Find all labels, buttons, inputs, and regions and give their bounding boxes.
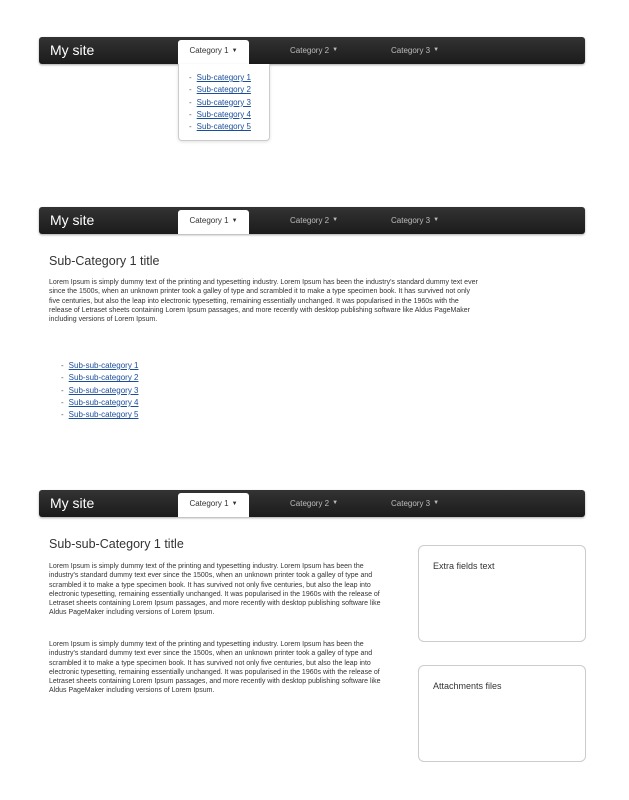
navbar-panel-2 xyxy=(39,207,585,234)
nav-item-label: Category 2 xyxy=(290,216,330,225)
list-item: - Sub-sub-category 2 xyxy=(61,373,139,383)
caret-down-icon: ▼ xyxy=(332,500,339,507)
page-title: Sub-Category 1 title xyxy=(49,254,160,268)
list-item: - Sub-sub-category 5 xyxy=(61,410,139,420)
dropdown-item: - Sub-category 1 xyxy=(189,73,251,82)
nav-item-label: Category 1 xyxy=(189,499,229,509)
dropdown-item: - Sub-category 3 xyxy=(189,97,251,107)
navbar-panel-1 xyxy=(39,37,585,64)
site-brand[interactable]: My site xyxy=(50,42,95,58)
dropdown-item: - Sub-category 4 xyxy=(189,109,251,119)
list-item: - Sub-sub-category 1 xyxy=(61,361,139,370)
body-text-paragraph-1: Lorem Ipsum is simply dummy text of the printing and typesetting industry. Lorem Ipsum has been the industry's standard dummy text ever since the 1500s, when an unknown printer took a galley of type and scrambled it to make a type specimen book. It has survived not only five centuries, but also the leap into electronic typesetting, remaining essentially unchanged. It was popularised in the 1960s with the release of Letraset sheets containing Lorem Ipsum passages, and more recently with desktop publishing software like Aldus PageMaker including versions of Lorem Ipsum. xyxy=(49,563,381,617)
caret-down-icon: ▼ xyxy=(433,217,440,224)
sub-sub-category-link[interactable]: Sub-sub-category 4 xyxy=(68,397,139,407)
extra-fields-box xyxy=(418,545,586,642)
caret-down-icon: ▼ xyxy=(231,48,238,54)
sub-sub-category-link[interactable]: Sub-sub-category 5 xyxy=(68,410,139,420)
category-dropdown-menu xyxy=(178,64,270,141)
dropdown-item: - Sub-category 5 xyxy=(189,122,251,132)
caret-down-icon: ▼ xyxy=(332,47,339,54)
sub-sub-category-list xyxy=(61,360,139,421)
extra-fields-title: Extra fields text xyxy=(433,561,495,571)
nav-item-label: Category 3 xyxy=(391,216,431,225)
body-text: Lorem Ipsum is simply dummy text of the printing and typesetting industry. Lorem Ipsum has been the industry's standard dummy text ever since the 1500s, when an unknown printer took a galley of type and scrambled it to make a type specimen book. It has survived not only five centuries, but also the leap into electronic typesetting, remaining essentially unchanged. It was popularised in the 1960s with the release of Letraset sheets containing Lorem Ipsum passages, and more recently with desktop publishing software like Aldus PageMaker including versions of Lorem Ipsum. xyxy=(49,279,478,324)
site-brand[interactable]: My site xyxy=(50,212,95,228)
body-text-paragraph-2: Lorem Ipsum is simply dummy text of the printing and typesetting industry. Lorem Ipsum has been the industry's standard dummy text ever since the 1500s, when an unknown printer took a galley of type and scrambled it to make a type specimen book. It has survived not only five centuries, but also the leap into electronic typesetting, remaining essentially unchanged. It was popularised in the 1960s with the release of Letraset sheets containing Lorem Ipsum passages, and more recently with desktop publishing software like Aldus PageMaker including versions of Lorem Ipsum. xyxy=(49,641,381,695)
subcategory-link[interactable]: Sub-category 2 xyxy=(196,85,251,95)
nav-item-label: Category 2 xyxy=(290,46,330,55)
list-item: - Sub-sub-category 4 xyxy=(61,397,139,407)
caret-down-icon: ▼ xyxy=(231,218,238,224)
nav-item-category-1[interactable] xyxy=(178,493,249,517)
site-brand[interactable]: My site xyxy=(50,495,95,511)
nav-item-category-3[interactable] xyxy=(391,490,439,517)
nav-item-category-2[interactable] xyxy=(290,207,338,234)
attachments-box xyxy=(418,665,586,762)
nav-item-category-3[interactable] xyxy=(391,207,439,234)
nav-item-category-3[interactable] xyxy=(391,37,439,64)
attachments-title: Attachments files xyxy=(433,681,502,691)
nav-item-category-1[interactable] xyxy=(178,40,249,64)
sub-sub-category-link[interactable]: Sub-sub-category 2 xyxy=(68,373,139,383)
sub-sub-category-link[interactable]: Sub-sub-category 3 xyxy=(68,385,139,395)
subcategory-link[interactable]: Sub-category 4 xyxy=(196,109,251,119)
caret-down-icon: ▼ xyxy=(231,501,238,507)
nav-item-label: Category 3 xyxy=(391,499,431,508)
nav-item-category-2[interactable] xyxy=(290,490,338,517)
caret-down-icon: ▼ xyxy=(433,47,440,54)
sub-sub-category-link[interactable]: Sub-sub-category 1 xyxy=(68,361,139,370)
caret-down-icon: ▼ xyxy=(433,500,440,507)
list-item: - Sub-sub-category 3 xyxy=(61,385,139,395)
nav-item-category-1[interactable] xyxy=(178,210,249,234)
nav-item-label: Category 1 xyxy=(189,46,229,56)
subcategory-link[interactable]: Sub-category 1 xyxy=(196,73,251,82)
page-title: Sub-sub-Category 1 title xyxy=(49,537,184,551)
nav-item-category-2[interactable] xyxy=(290,37,338,64)
subcategory-link[interactable]: Sub-category 5 xyxy=(196,122,251,132)
caret-down-icon: ▼ xyxy=(332,217,339,224)
nav-item-label: Category 3 xyxy=(391,46,431,55)
nav-item-label: Category 2 xyxy=(290,499,330,508)
navbar-panel-3 xyxy=(39,490,585,517)
dropdown-item: - Sub-category 2 xyxy=(189,85,251,95)
subcategory-link[interactable]: Sub-category 3 xyxy=(196,97,251,107)
nav-item-label: Category 1 xyxy=(189,216,229,226)
dropdown-list xyxy=(189,72,251,133)
